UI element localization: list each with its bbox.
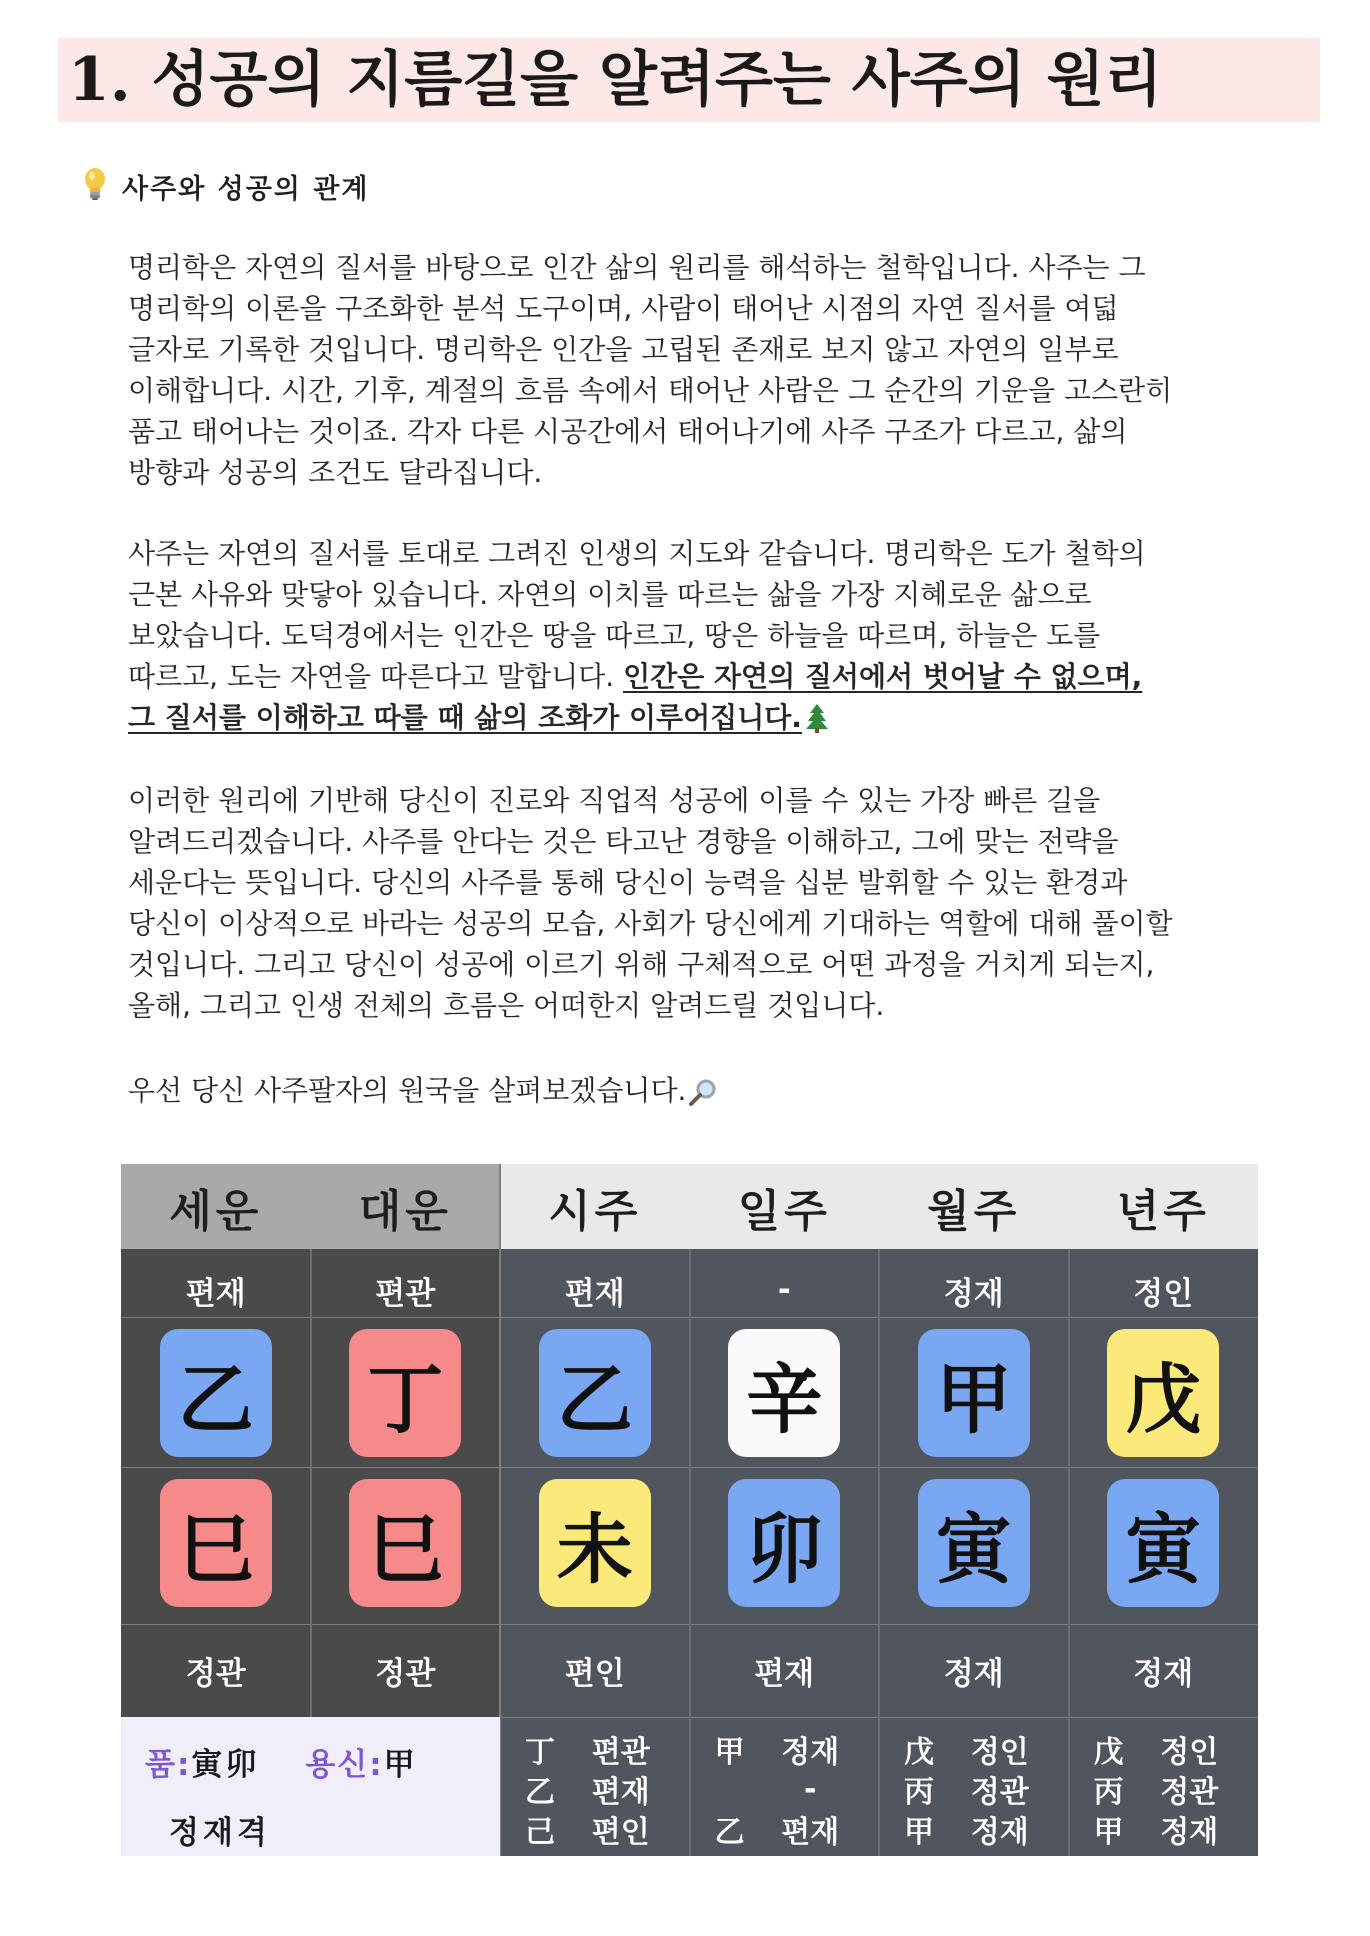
text-line: 이러한 원리에 기반해 당신이 진로와 직업적 성공에 이를 수 있는 가장 빠른 길을: [128, 784, 1101, 817]
text-line: 알려드리겠습니다. 사주를 안다는 것은 타고난 경향을 이해하고, 그에 맞는 전략을: [128, 825, 1119, 858]
column-header: 일주: [690, 1164, 880, 1249]
page-title: 1. 성공의 지름길을 알려주는 사주의 원리: [68, 45, 1163, 115]
earthly-branch: 巳: [160, 1479, 272, 1607]
hidden-stem-sipsin: 정관: [1160, 1775, 1219, 1810]
hidden-stem-sipsin: 정인: [970, 1735, 1029, 1770]
column-header: 대운: [311, 1164, 501, 1249]
hidden-stem-row: [704, 1729, 866, 1769]
text-line: 글자로 기록한 것입니다. 명리학은 인간을 고립된 존재로 보지 않고 자연의 일부로: [128, 333, 1119, 366]
heavenly-stem: 乙: [539, 1329, 651, 1457]
grid-line: [689, 1249, 691, 1856]
hidden-stem-char: 甲: [1093, 1815, 1124, 1850]
emphasis-text: 그 질서를 이해하고 따를 때 삶의 조화가 이루어집니다.: [128, 701, 802, 734]
heavenly-stem: 乙: [160, 1329, 272, 1457]
hidden-stem-row: [893, 1769, 1055, 1809]
earthly-branch: 寅: [918, 1479, 1030, 1607]
earthly-branch: 未: [539, 1479, 651, 1607]
earthly-branch-cell: [879, 1469, 1069, 1617]
text-line: 당신이 이상적으로 바라는 성공의 모습, 사회가 당신에게 기대하는 역할에 대해 풀이할: [128, 907, 1173, 940]
heavenly-stem-cell: [1069, 1319, 1259, 1467]
hidden-stem-row: [1083, 1769, 1245, 1809]
heavenly-stem: 戊: [1107, 1329, 1219, 1457]
text-line: 명리학의 이론을 구조화한 분석 도구이며, 사람이 태어난 시점의 자연 질서를 여덟: [128, 292, 1119, 325]
hidden-stem-char: 乙: [714, 1815, 745, 1850]
paragraph-1: [128, 247, 1268, 493]
column-header: 시주: [500, 1164, 690, 1249]
hidden-stem-row: [893, 1729, 1055, 1769]
hidden-stem-char: 丙: [904, 1775, 934, 1810]
paragraph-4: [128, 1070, 1268, 1117]
saju-column: [690, 1164, 880, 1856]
text-line: 세운다는 뜻입니다. 당신의 사주를 통해 당신이 능력을 십분 발휘할 수 있는 환경과: [128, 866, 1128, 899]
yongsin-row: [145, 1739, 500, 1783]
hidden-stem-row: [514, 1769, 676, 1809]
top-sipsin: 편재: [564, 1275, 625, 1312]
paragraph-2: [128, 533, 1268, 744]
hidden-stem-row: [704, 1809, 866, 1849]
title-bar: [58, 38, 1320, 122]
hidden-stem-row: [514, 1729, 676, 1769]
top-sipsin: 편재: [185, 1275, 246, 1312]
earthly-branch-cell: [1069, 1469, 1259, 1617]
hidden-stem-sipsin: 편관: [591, 1735, 650, 1770]
heavenly-stem-cell: [121, 1319, 311, 1467]
heavenly-stem-cell: [311, 1319, 501, 1467]
column-header: 세운: [121, 1164, 311, 1249]
bottom-sipsin: 편인: [564, 1655, 625, 1692]
hidden-stem-sipsin: 정재: [1160, 1815, 1219, 1850]
emphasis-text: 인간은 자연의 질서에서 벗어날 수 없으며,: [623, 660, 1143, 693]
magnifier-icon: [688, 1076, 718, 1117]
earthly-branch-cell: [690, 1469, 880, 1617]
tree-icon: [804, 703, 830, 744]
hidden-stem-row: [704, 1769, 866, 1809]
saju-column: [500, 1164, 690, 1856]
text-line: [128, 697, 1268, 744]
hidden-stem-row: [893, 1809, 1055, 1849]
column-header: 년주: [1069, 1164, 1259, 1249]
bottom-sipsin: 정관: [375, 1655, 436, 1692]
top-sipsin: 편관: [375, 1275, 436, 1312]
hidden-stem-sipsin: 편재: [781, 1815, 840, 1850]
hidden-stem-row: [514, 1809, 676, 1849]
hidden-stem-sipsin: 편인: [591, 1815, 650, 1850]
heavenly-stem-cell: [879, 1319, 1069, 1467]
text-line: 명리학은 자연의 질서를 바탕으로 인간 삶의 원리를 해석하는 철학입니다. 사주는 그: [128, 251, 1146, 284]
text-line: 올해, 그리고 인생 전체의 흐름은 어떠한지 알려드릴 것입니다.: [128, 989, 885, 1022]
hidden-stems: [690, 1717, 880, 1856]
hidden-stem-char: 甲: [714, 1735, 745, 1770]
yongsin-label: 용신:: [305, 1746, 384, 1783]
hidden-stems: [500, 1717, 690, 1856]
yongsin-value: 甲: [383, 1746, 418, 1783]
hidden-stem-sipsin: 정인: [1160, 1735, 1219, 1770]
lightbulb-icon: [82, 167, 108, 205]
saju-column: [879, 1164, 1069, 1856]
hidden-stem-sipsin: 편재: [591, 1775, 650, 1810]
text-line: [128, 656, 1268, 697]
heavenly-stem: 辛: [728, 1329, 840, 1457]
hidden-stem-row: [1083, 1809, 1245, 1849]
earthly-branch: 卯: [728, 1479, 840, 1607]
saju-chart: [121, 1164, 1258, 1856]
section-heading: [82, 166, 369, 206]
text-line: 근본 사유와 맞닿아 있습니다. 자연의 이치를 따르는 삶을 가장 지혜로운 삶으로: [128, 578, 1092, 611]
heavenly-stem: 甲: [918, 1329, 1030, 1457]
text-line: 이해합니다. 시간, 기후, 계절의 흐름 속에서 태어난 사람은 그 순간의 기운을 고스란히: [128, 374, 1173, 407]
earthly-branch: 巳: [349, 1479, 461, 1607]
earthly-branch-cell: [121, 1469, 311, 1617]
pum-label: 품:: [145, 1746, 192, 1783]
hidden-stem-char: 戊: [1093, 1735, 1124, 1770]
text-line: 방향과 성공의 조건도 달라집니다.: [128, 456, 543, 489]
hidden-stem-char: 戊: [904, 1735, 934, 1770]
top-sipsin: 정인: [1133, 1275, 1194, 1312]
pum-value: 寅卯: [191, 1746, 260, 1783]
bottom-sipsin: 정재: [1133, 1655, 1194, 1692]
earthly-branch: 寅: [1107, 1479, 1219, 1607]
text-line: 품고 태어나는 것이죠. 각자 다른 시공간에서 태어나기에 사주 구조가 다르고, 삶의: [128, 415, 1128, 448]
hidden-stem-char: 丁: [525, 1735, 555, 1770]
text-line: 보았습니다. 도덕경에서는 인간은 땅을 따르고, 땅은 하늘을 따르며, 하늘은 도를: [128, 619, 1101, 652]
hidden-stems: [879, 1717, 1069, 1856]
hidden-stem-char: 丙: [1093, 1775, 1124, 1810]
hidden-stem-char: 己: [525, 1815, 555, 1850]
earthly-branch-cell: [500, 1469, 690, 1617]
section-title: 사주와 성공의 관계: [122, 173, 370, 205]
column-header: 월주: [879, 1164, 1069, 1249]
saju-column: [1069, 1164, 1259, 1856]
bottom-sipsin: 정관: [185, 1655, 246, 1692]
hidden-stems: [1069, 1717, 1259, 1856]
hidden-stem-sipsin: 정관: [970, 1775, 1029, 1810]
gyeokguk-value: 정재격: [169, 1815, 271, 1851]
hidden-stem-sipsin: 정재: [781, 1735, 840, 1770]
text-line: 것입니다. 그리고 당신이 성공에 이르기 위해 구체적으로 어떤 과정을 거치게 되는지,: [128, 948, 1155, 981]
hidden-stem-sipsin: -: [804, 1771, 817, 1807]
text-line: 우선 당신 사주팔자의 원국을 살펴보겠습니다.: [128, 1074, 687, 1107]
earthly-branch-cell: [311, 1469, 501, 1617]
top-sipsin: -: [777, 1272, 791, 1308]
heavenly-stem: 丁: [349, 1329, 461, 1457]
paragraph-3: [128, 780, 1268, 1026]
top-sipsin: 정재: [943, 1275, 1004, 1312]
bottom-sipsin: 정재: [943, 1655, 1004, 1692]
grid-line: [878, 1249, 880, 1856]
heavenly-stem-cell: [500, 1319, 690, 1467]
heavenly-stem-cell: [690, 1319, 880, 1467]
text-line: 사주는 자연의 질서를 토대로 그려진 인생의 지도와 같습니다. 명리학은 도가 철학의: [128, 537, 1146, 570]
bottom-sipsin: 편재: [754, 1655, 815, 1692]
grid-line: [1068, 1249, 1070, 1856]
text-plain: 따르고, 도는 자연을 따른다고 말합니다.: [128, 660, 624, 693]
hidden-stem-row: [1083, 1729, 1245, 1769]
hidden-stem-sipsin: 정재: [970, 1815, 1029, 1850]
yongsin-box: [121, 1717, 500, 1856]
hidden-stem-char: 甲: [904, 1815, 934, 1850]
hidden-stem-char: 乙: [525, 1775, 555, 1810]
